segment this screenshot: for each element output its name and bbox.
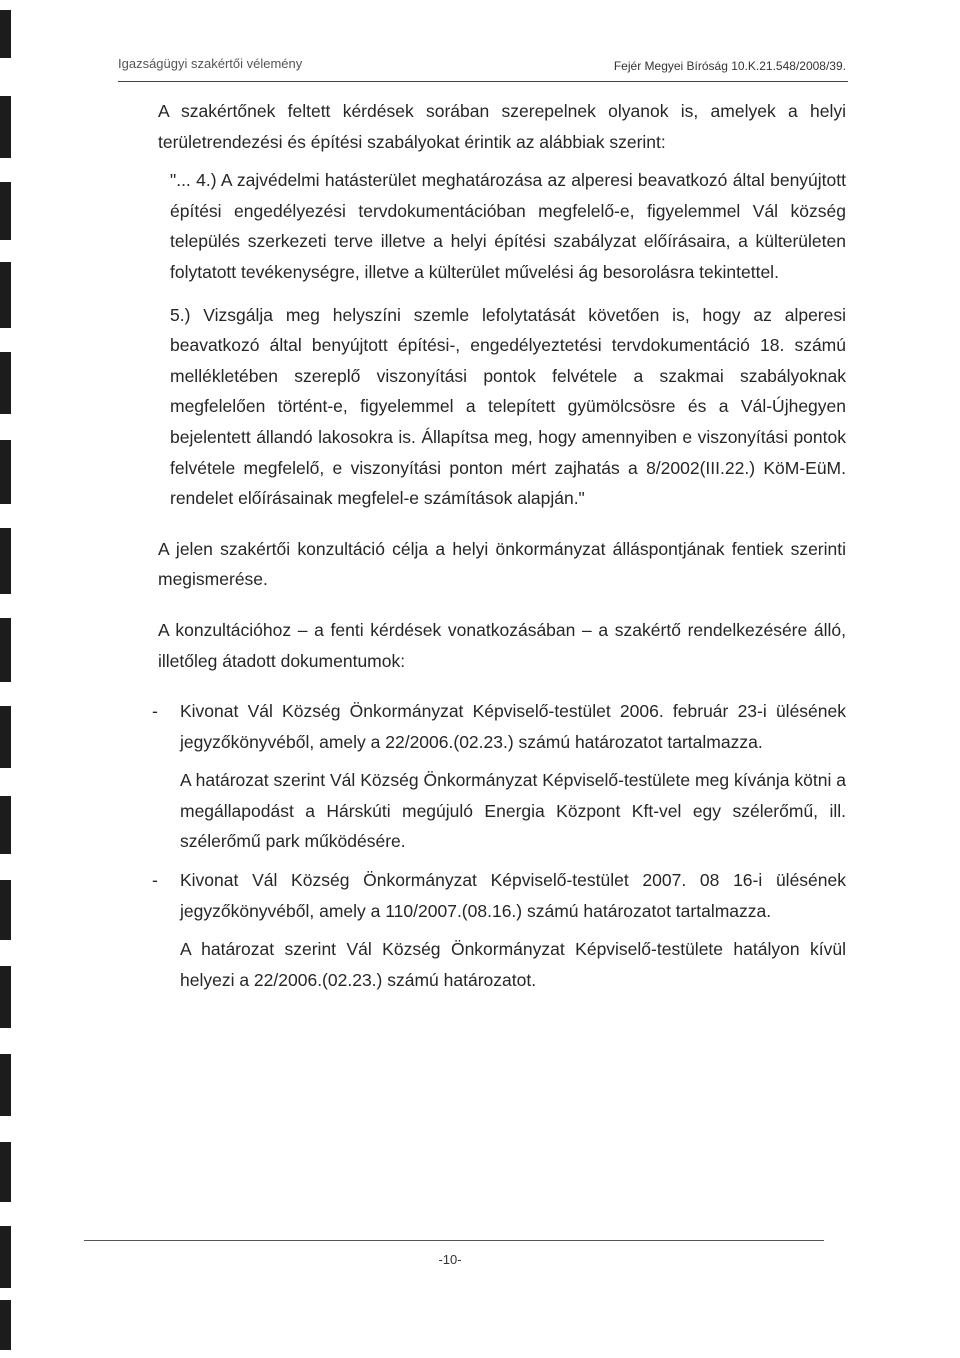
binding-hole-mark xyxy=(0,528,11,594)
document-body xyxy=(152,96,846,995)
binding-hole-mark xyxy=(0,1300,11,1350)
binding-hole-mark xyxy=(0,10,11,58)
binding-hole-mark xyxy=(0,706,11,768)
court-case-reference: Fejér Megyei Bíróság 10.K.21.548/2008/39. xyxy=(613,59,846,73)
resolution-note: A határozat szerint Vál Község Önkormányzat Képviselő-testülete meg kívánja kötni a megállapodást a Hárskúti megújuló Energia Központ Kft-vel egy szélerőmű, ill. szélerőmű park működésére. xyxy=(180,770,846,852)
document-list-item xyxy=(152,696,846,857)
header-divider xyxy=(118,81,848,82)
page-header xyxy=(118,52,848,76)
question-4-quote: "... 4.) A zajvédelmi hatásterület meghatározása az alperesi beavatkozó által benyújtott építési engedélyezési tervdokumentációban megfelelő-e, figyelemmel Vál község település szerkezeti terve illetve a helyi építési szabályzat előírásaira, a külterületen folytatott tevékenységre, illetve a külterület művelési ág besorolásra tekintettel. xyxy=(170,170,846,282)
footer-divider xyxy=(84,1240,824,1241)
purpose-paragraph: A jelen szakértői konzultáció célja a helyi önkormányzat álláspontjának fentiek szerinti megismerése. xyxy=(158,538,846,590)
document-item-text: Kivonat Vál Község Önkormányzat Képviselő-testület 2007. 08 16-i ülésének jegyzőkönyvéből, amely a 110/2007.(08.16.) számú határozatot tartalmazza. xyxy=(180,870,846,921)
intro-paragraph: A szakértőnek feltett kérdések sorában szerepelnek olyanok is, amelyek a helyi területrendezési és építési szabályokat érintik az alábbiak szerint: xyxy=(158,101,846,152)
binding-hole-mark xyxy=(0,796,11,854)
page-number: -10- xyxy=(438,1252,462,1267)
document-list-item xyxy=(152,865,846,995)
list-dash: - xyxy=(152,870,158,891)
binding-hole-mark xyxy=(0,182,11,240)
binding-hole-mark xyxy=(0,352,11,414)
resolution-note: A határozat szerint Vál Község Önkormányzat Képviselő-testülete hatályon kívül helyezi a 22/2006.(02.23.) számú határozatot. xyxy=(180,939,846,990)
question-5-quote: 5.) Vizsgálja meg helyszíni szemle lefolytatását követően is, hogy az alperesi beavatkozó által benyújtott építési-, engedélyeztetési tervdokumentáció 18. számú mellékletében szereplő viszonyítási pontok felvétele a szakmai szabályoknak megfelelően történt-e, figyelemmel a telepített gyümölcsösre és a Vál-Újhegyen bejelentett állandó lakosokra is. Állapítsa meg, hogy amennyiben e viszonyítási pontok felvétele megfelelő, e viszonyítási ponton mért zajhatás a 8/2002(III.22.) KöM-EüM. rendelet előírásainak megfelel-e számítások alapján." xyxy=(170,304,846,509)
binder-edge xyxy=(0,0,16,1358)
documents-intro-paragraph: A konzultációhoz – a fenti kérdések vonatkozásában – a szakértő rendelkezésére álló, illetőleg átadott dokumentumok: xyxy=(158,619,846,671)
binding-hole-mark xyxy=(0,1142,11,1202)
binding-hole-mark xyxy=(0,966,11,1028)
binding-hole-mark xyxy=(0,262,11,328)
binding-hole-mark xyxy=(0,880,11,940)
binding-hole-mark xyxy=(0,618,11,682)
binding-hole-mark xyxy=(0,96,11,158)
binding-hole-mark xyxy=(0,440,11,504)
document-type-label: Igazságügyi szakértői vélemény xyxy=(118,56,303,71)
binding-hole-mark xyxy=(0,1054,11,1116)
list-dash: - xyxy=(152,701,158,722)
document-item-text: Kivonat Vál Község Önkormányzat Képviselő-testület 2006. február 23-i ülésének jegyzőkönyvéből, amely a 22/2006.(02.23.) számú határozatot tartalmazza. xyxy=(180,701,846,752)
